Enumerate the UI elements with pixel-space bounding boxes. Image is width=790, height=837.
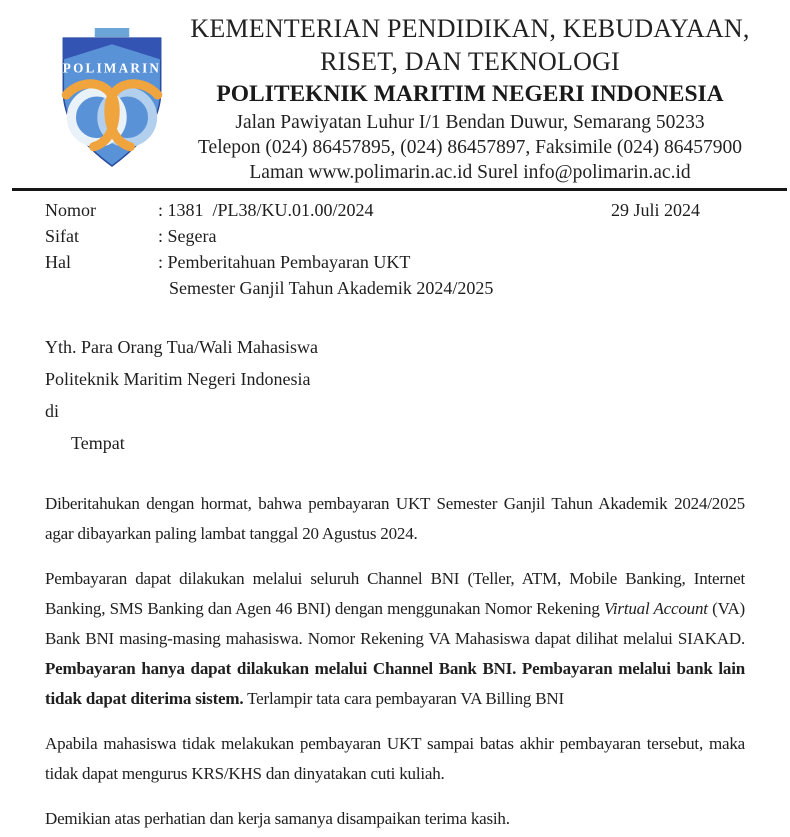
meta-value-nomor: : 1381 /PL38/KU.01.00/2024: [158, 200, 374, 220]
institution-phone: Telepon (024) 86457895, (024) 86457897, Faksimile (024) 86457900: [197, 137, 743, 158]
paragraph2-virtual-account: Virtual Account: [603, 599, 708, 618]
institution-web-email: Laman www.polimarin.ac.id Surel info@polimarin.ac.id: [249, 162, 691, 183]
paragraph-payment-deadline: Diberitahukan dengan hormat, bahwa pembayaran UKT Semester Ganjil Tahun Akademik 2024/2025 agar dibayarkan paling lambat tanggal 20 Agustus 2024.: [45, 494, 745, 543]
ministry-name-line1: KEMENTERIAN PENDIDIKAN, KEBUDAYAAN,: [190, 14, 750, 43]
recipient-line-yth: Yth. Para Orang Tua/Wali Mahasiswa: [45, 337, 319, 357]
meta-label-hal: Hal: [45, 252, 71, 272]
paragraph2-part1: Pembayaran dapat dilakukan melalui seluruh Channel BNI (Teller, ATM, Mobile Banking, Internet Banking, SMS Banking dan Agen 46 BNI) dengan menggunakan Nomor Rekening: [45, 569, 745, 618]
paragraph2-part3: Terlampir tata cara pembayaran VA Billing BNI: [243, 689, 564, 708]
meta-label-nomor: Nomor: [45, 200, 96, 220]
letterhead-text: [168, 12, 776, 185]
letterhead-divider: [12, 188, 787, 191]
meta-value-hal-line2: Semester Ganjil Tahun Akademik 2024/2025: [169, 278, 494, 298]
paragraph-closing: Demikian atas perhatian dan kerja samanya disampaikan terima kasih.: [45, 809, 510, 828]
recipient-line-tempat: Tempat: [71, 433, 125, 453]
institution-address: Jalan Pawiyatan Luhur I/1 Bendan Duwur, Semarang 50233: [235, 112, 705, 133]
logo-tab-shape: [95, 28, 129, 37]
paragraph-payment-channels: [45, 564, 745, 714]
ministry-name-line2: RISET, DAN TEKNOLOGI: [320, 47, 620, 76]
paragraph-consequence: Apabila mahasiswa tidak melakukan pembayaran UKT sampai batas akhir pembayaran tersebut, maka tidak dapat mengurus KRS/KHS dan dinyatakan cuti kuliah.: [45, 734, 745, 783]
letterhead: [0, 0, 790, 185]
meta-row-hal: [45, 249, 745, 275]
recipient-line-di: di: [45, 401, 60, 421]
letter-date: 29 Juli 2024: [610, 200, 700, 220]
institution-name: POLITEKNIK MARITIM NEGERI INDONESIA: [216, 81, 724, 107]
paragraph2-part2: (VA) Bank BNI masing-masing mahasiswa. Nomor Rekening VA Mahasiswa dapat dilihat melalui SIAKAD.: [45, 599, 745, 648]
logo-wordmark: POLIMARIN: [62, 60, 162, 76]
letter-meta: [45, 197, 745, 301]
polimarin-logo: [56, 28, 168, 185]
meta-row-sifat: [45, 223, 745, 249]
recipient-line-institution: Politeknik Maritim Negeri Indonesia: [45, 369, 311, 389]
paragraph2-bni-only-notice: Pembayaran hanya dapat dilakukan melalui Channel Bank BNI. Pembayaran melalui bank lain tidak dapat diterima sistem.: [45, 659, 745, 708]
meta-value-sifat: : Segera: [158, 226, 217, 246]
polimarin-logo-icon: [56, 28, 168, 168]
meta-label-sifat: Sifat: [45, 226, 79, 246]
meta-value-hal: : Pemberitahuan Pembayaran UKT: [158, 252, 411, 272]
recipient-block: [45, 331, 745, 459]
